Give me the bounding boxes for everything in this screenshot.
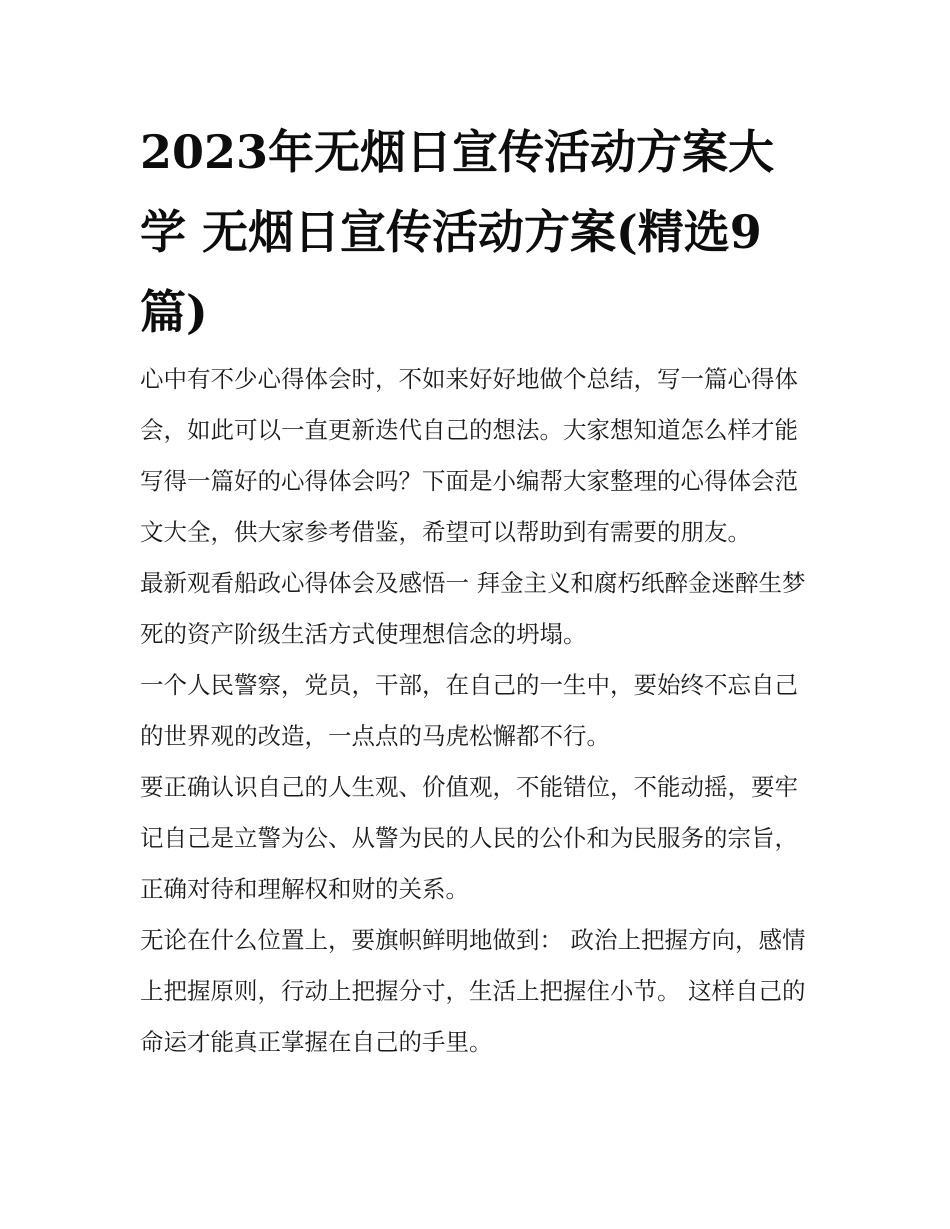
paragraph-3: 一个人民警察，党员，干部，在自己的一生中，要始终不忘自己的世界观的改造，一点点的马虎松懈都不行。 xyxy=(140,671,798,750)
paragraph-5: 无论在什么位置上，要旗帜鲜明地做到： 政治上把握方向，感情上把握原则，行动上把握分寸，生活上把握住小节。 这样自己的命运才能真正掌握在自己的手里。 xyxy=(140,926,806,1056)
document-title: 2023年无烟日宣传活动方案大学 无烟日宣传活动方案(精选9篇) xyxy=(140,125,775,339)
paragraph-4: 要正确认识自己的人生观、价值观，不能错位，不能动摇，要牢记自己是立警为公、从警为民的人民的公仆和为民服务的宗旨，正确对待和理解权和财的关系。 xyxy=(140,773,798,903)
paragraph-intro: 心中有不少心得体会时，不如来好好地做个总结，写一篇心得体会，如此可以一直更新迭代自己的想法。大家想知道怎么样才能写得一篇好的心得体会吗？下面是小编帮大家整理的心得体会范文大全，供大家参考借鉴，希望可以帮助到有需要的朋友。 xyxy=(140,365,798,546)
document-body xyxy=(140,354,820,1068)
paragraph-2: 最新观看船政心得体会及感悟一 拜金主义和腐朽纸醉金迷醉生梦死的资产阶级生活方式使理想信念的坍塌。 xyxy=(140,569,806,648)
